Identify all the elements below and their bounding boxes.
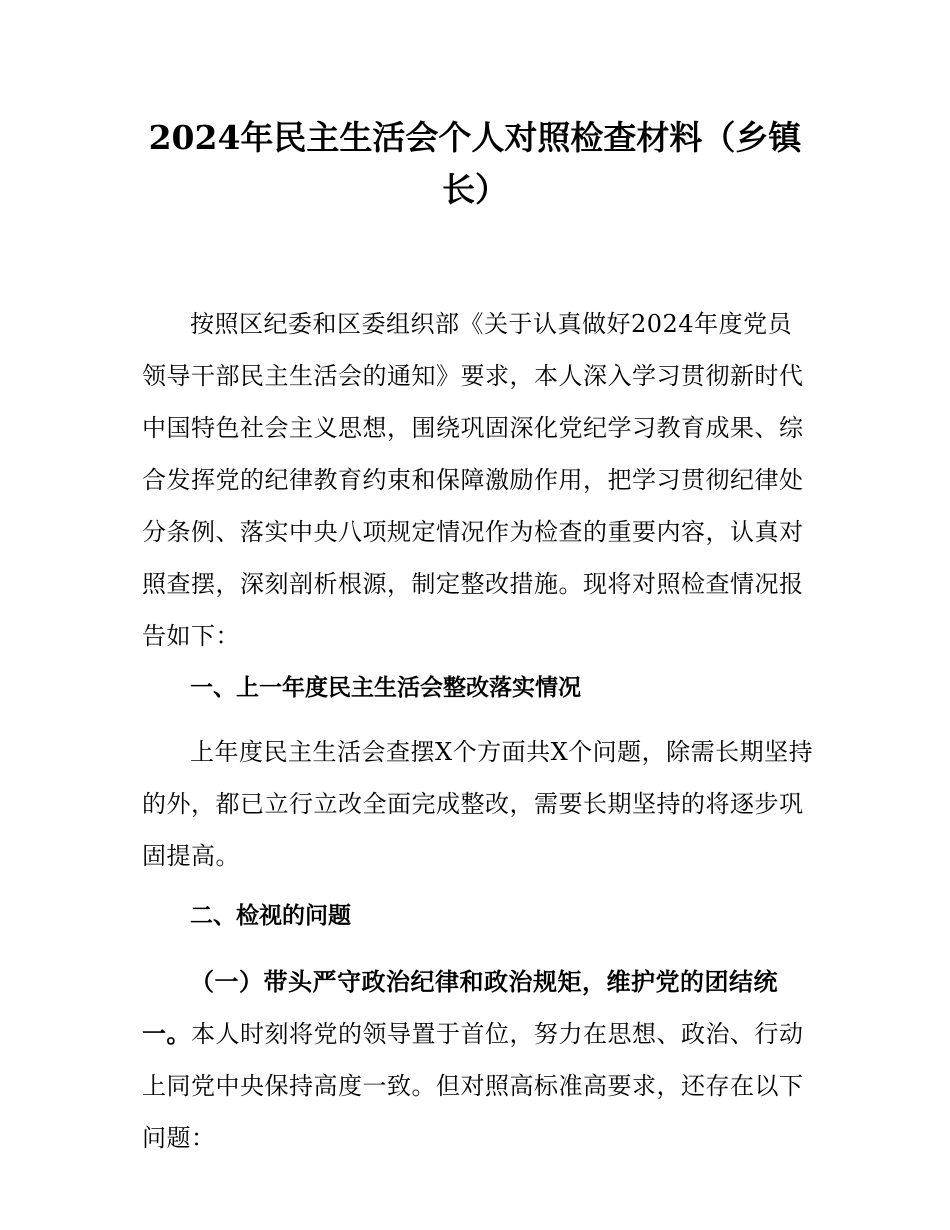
section-1-paragraph: 上年度民主生活会查摆X个方面共X个问题，除需长期坚持的外，都已立行立改全面完成整改，需要长期坚持的将逐步巩固提高。 — [142, 738, 814, 870]
section-heading-1: 一、上一年度民主生活会整改落实情况 — [190, 675, 581, 701]
section-2-paragraph — [142, 956, 814, 1164]
intro-paragraph: 按照区纪委和区委组织部《关于认真做好2024年度党员领导干部民主生活会的通知》要求，本人深入学习贯彻新时代中国特色社会主义思想，围绕巩固深化党纪学习教育成果、综合发挥党的纪律教育约束和保障激励作用，把学习贯彻纪律处分条例、落实中央八项规定情况作为检查的重要内容，认真对照查摆，深刻剖析根源，制定整改措施。现将对照检查情况报告如下： — [142, 310, 804, 650]
section-heading-2: 二、检视的问题 — [190, 903, 351, 929]
subsection-body: 本人时刻将党的领导置于首位，努力在思想、政治、行动上同党中央保持高度一致。但对照高标准高要求，还存在以下问题： — [142, 1020, 804, 1152]
subsection-lead: （一）带头严守政治纪律和政治规矩，维护党的团结统一。 — [142, 968, 778, 1048]
document-title: 2024年民主生活会个人对照检查材料（乡镇长） — [148, 118, 802, 209]
